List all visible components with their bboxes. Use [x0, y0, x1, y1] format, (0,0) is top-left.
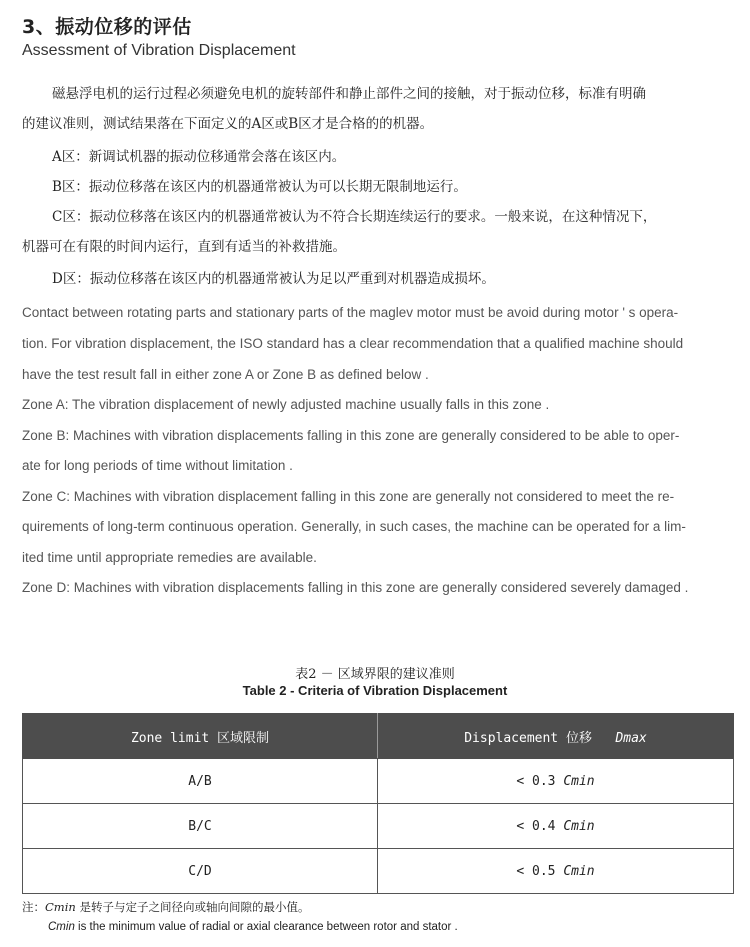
limit-value: < 0.5 — [516, 863, 556, 879]
note-text-cn: 是转子与定子之间径向或轴向间隙的最小值。 — [79, 900, 310, 914]
section-title-en: Assessment of Vibration Displacement — [22, 42, 296, 59]
limit-unit: Cmin — [563, 773, 595, 789]
en-zone-b-line1: Zone B: Machines with vibration displacements falling in this zone are generally considered to be able to oper- — [22, 428, 680, 443]
table-row — [23, 759, 734, 804]
note-cn — [22, 899, 309, 915]
cn-paragraph-intro-line1: 磁悬浮电机的运行过程必须避免电机的旋转部件和静止部件之间的接触，对于振动位移，标准有明确 — [52, 86, 646, 102]
note-symbol-en: Cmin — [48, 921, 75, 933]
limit-unit: Cmin — [563, 818, 595, 834]
table-row — [23, 849, 734, 894]
en-zone-b-line2: ate for long periods of time without limitation . — [22, 458, 293, 473]
cn-zone-d: D区：振动位移落在该区内的机器通常被认为足以严重到对机器造成损坏。 — [52, 271, 495, 287]
limit-cell — [378, 849, 734, 894]
note-en — [48, 921, 458, 933]
note-symbol: Cmin — [45, 900, 76, 914]
en-paragraph-intro-line3: have the test result fall in either zone A or Zone B as defined below . — [22, 367, 429, 382]
en-zone-c-line2: quirements of long-term continuous operation. Generally, in such cases, the machine can be operated for a lim- — [22, 519, 686, 534]
limit-cell — [378, 759, 734, 804]
limit-cell — [378, 804, 734, 849]
table-row — [23, 804, 734, 849]
zone-cell: C/D — [23, 849, 378, 894]
section-title: 3、振动位移的评估 — [22, 16, 192, 38]
table-caption-en: Table 2 - Criteria of Vibration Displacement — [242, 683, 508, 698]
cn-zone-c-line1: C区：振动位移落在该区内的机器通常被认为不符合长期连续运行的要求。一般来说，在这种情况下， — [52, 209, 657, 225]
criteria-table — [22, 713, 734, 894]
en-zone-c-line1: Zone C: Machines with vibration displacement falling in this zone are generally not considered to meet the re- — [22, 489, 675, 504]
header-zone-limit: Zone limit 区域限制 — [23, 714, 378, 759]
limit-value: < 0.3 — [516, 773, 556, 789]
header-dmax-symbol: Dmax — [615, 730, 647, 746]
en-zone-c-line3: ited time until appropriate remedies are available. — [22, 550, 317, 565]
table-caption-cn: 表2 － 区域界限的建议准则 — [295, 667, 455, 682]
cn-zone-b: B区：振动位移落在该区内的机器通常被认为可以长期无限制地运行。 — [52, 179, 467, 195]
limit-value: < 0.4 — [516, 818, 556, 834]
en-zone-a: Zone A: The vibration displacement of newly adjusted machine usually falls in this zone . — [22, 397, 550, 412]
en-paragraph-intro-line2: tion. For vibration displacement, the ISO standard has a clear recommendation that a qualified machine should — [22, 336, 684, 351]
zone-cell: B/C — [23, 804, 378, 849]
en-paragraph-intro-line1: Contact between rotating parts and stationary parts of the maglev motor must be avoid during motor ' s opera- — [22, 305, 679, 320]
cn-zone-c-line2: 机器可在有限的时间内运行，直到有适当的补救措施。 — [22, 239, 346, 255]
header-displacement — [378, 714, 734, 759]
limit-unit: Cmin — [563, 863, 595, 879]
cn-zone-a: A区：新调试机器的振动位移通常会落在该区内。 — [52, 149, 346, 165]
header-displacement-label: Displacement 位移 — [464, 730, 592, 746]
table-header-row — [23, 714, 734, 759]
en-zone-d: Zone D: Machines with vibration displacements falling in this zone are generally considered severely damaged . — [22, 580, 689, 595]
cn-paragraph-intro-line2: 的建议准则，测试结果落在下面定义的A区或B区才是合格的的机器。 — [22, 116, 434, 132]
note-label: 注： — [22, 900, 45, 914]
note-text-en: is the minimum value of radial or axial clearance between rotor and stator . — [78, 921, 458, 933]
zone-cell: A/B — [23, 759, 378, 804]
